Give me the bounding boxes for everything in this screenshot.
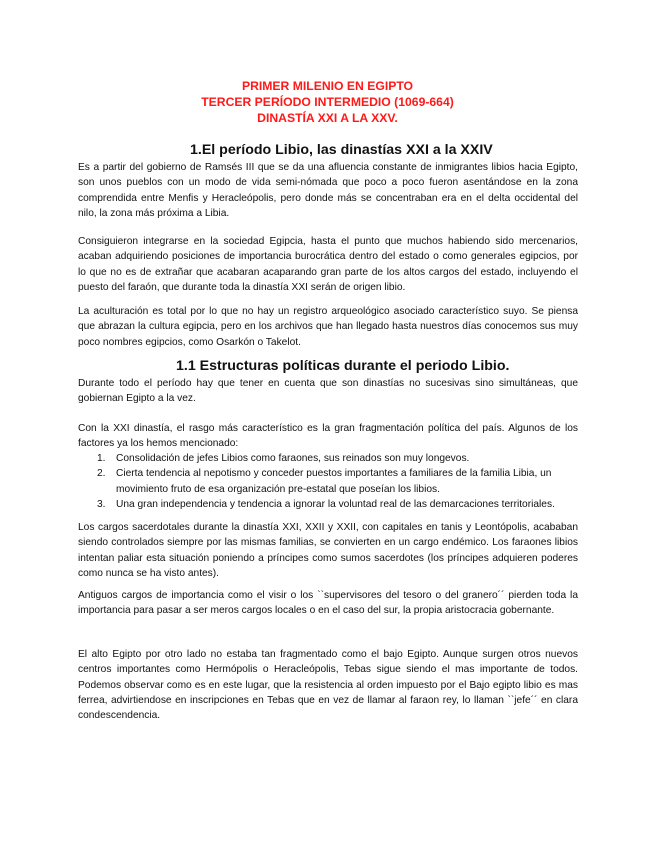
- section-1-1-intro: Durante todo el período hay que tener en cuenta que son dinastías no sucesivas sino simultáneas, que gobiernan Egipto a la vez.: [78, 378, 578, 405]
- list-item-text: Una gran independencia y tendencia a ignorar la voluntad real de las demarcaciones territoriales.: [116, 498, 555, 510]
- title-line-3: DINASTÍA XXI A LA XXV.: [257, 111, 398, 125]
- list-item-number: 3.: [97, 498, 106, 510]
- section-1-1-heading: 1.1 Estructuras políticas durante el periodo Libio.: [176, 358, 510, 374]
- section-1-heading: 1.El período Libio, las dinastías XXI a la XXIV: [190, 142, 493, 158]
- section-1-1-paragraph-2: Antiguos cargos de importancia como el visir o los ``supervisores del tesoro o del granero´´ pierden toda la importancia para pasar a ser meros cargos locales o en el caso del sur, la propia aristocracia gobernante.: [78, 590, 578, 617]
- section-1-paragraph-3: La aculturación es total por lo que no hay un registro arqueológico asociado característico suyo. Se piensa que abrazan la cultura egipcia, pero en los archivos que han llegado hasta nuestros días conocemos sus muy poco nombres egipcios, como Osarkón o Takelot.: [78, 306, 578, 348]
- title-line-1: PRIMER MILENIO EN EGIPTO: [241, 79, 414, 93]
- list-item-number: 2.: [97, 468, 106, 480]
- section-1-1-list-intro: Con la XXI dinastía, el rasgo más característico es la gran fragmentación política del país. Algunos de los factores ya los hemos mencionado:: [78, 423, 578, 450]
- factors-list: [97, 451, 578, 512]
- title-line-2: TERCER PERÍODO INTERMEDIO (1069-664): [201, 95, 454, 109]
- document-title: [0, 78, 655, 126]
- list-item: [97, 497, 578, 512]
- list-item-text: Cierta tendencia al nepotismo y conceder puestos importantes a familiares de la familia Libia, un movimiento fruto de esa organización pre-estatal que poseían los libios.: [116, 468, 552, 495]
- section-1-1-paragraph-3: El alto Egipto por otro lado no estaba tan fragmentado como el bajo Egipto. Aunque surgen otros nuevos centros importantes como Hermópolis o Heracleópolis, Tebas sigue siendo el mas importante de todos. Podemos observar como es en este lugar, que la resistencia al orden impuesto por el Bajo egipto libio es mas ferrea, advirtiendose en inscripciones en Tebas que en vez de llamar al faraon rey, lo llaman ``jefe´´ en clara condescendencia.: [78, 649, 578, 722]
- section-1-paragraph-1: Es a partir del gobierno de Ramsés III que se da una afluencia constante de inmigrantes libios hacia Egipto, son unos pueblos con un modo de vida semi-nómada que poco a poco fueron asentándose en la zona comprendida entre Menfis y Heracleópolis, pero donde más se concentraban era en el delta occidental del nilo, la zona más próxima a Libia.: [78, 162, 578, 219]
- list-item-text: Consolidación de jefes Libios como faraones, sus reinados son muy longevos.: [116, 453, 470, 464]
- section-1-paragraph-2: Consiguieron integrarse en la sociedad Egipcia, hasta el punto que muchos habiendo sido mercenarios, acaban adquiriendo posiciones de importancia burocrática dentro del estado o como generales egipcios, por lo que no es de extrañar que acabaran acaparando gran parte de los altos cargos del estado, incluyendo el puesto del faraón, que durante toda la dinastía XXI serán de origen libio.: [78, 236, 578, 293]
- list-item: [97, 451, 578, 466]
- list-item: [97, 466, 578, 497]
- list-item-number: 1.: [97, 453, 106, 464]
- section-1-1-paragraph-1: Los cargos sacerdotales durante la dinastía XXI, XXII y XXII, con capitales en tanis y Leontópolis, acababan siendo controlados siempre por las mismas familias, se convierten en un cargo endémico. Los faraones libios intentan paliar esta situación poniendo a príncipes como sumos sacerdotes (los príncipes adquieren poderes como nunca se ha visto antes).: [78, 522, 578, 579]
